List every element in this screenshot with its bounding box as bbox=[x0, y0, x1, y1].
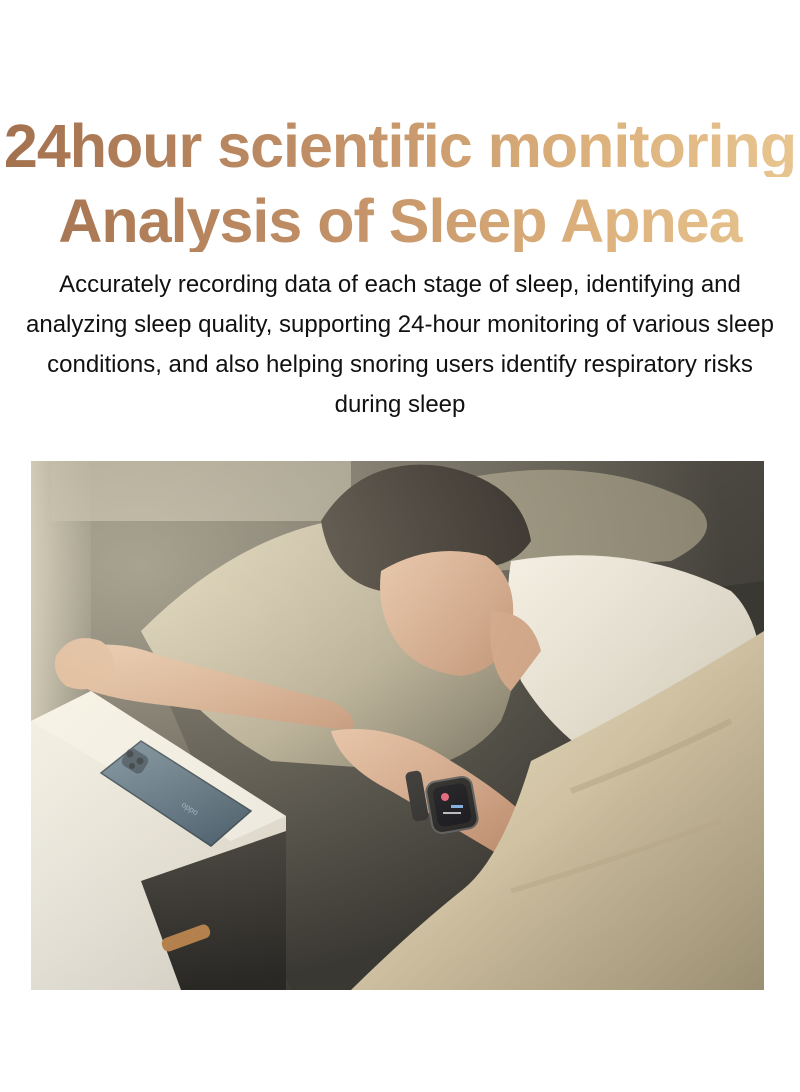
photo-illustration bbox=[31, 461, 764, 990]
light-glow bbox=[31, 461, 764, 990]
headline-line-2: Analysis of Sleep Apnea bbox=[0, 191, 800, 252]
hero-section bbox=[0, 0, 800, 440]
headline-line-1: 24hour scientific monitoring bbox=[0, 116, 800, 177]
sleeping-man-photo bbox=[31, 461, 764, 990]
description-text: Accurately recording data of each stage of sleep, identifying and analyzing sleep quality, supporting 24-hour monitoring of various sleep conditions, and also helping snoring users identify respiratory risks during sleep bbox=[26, 271, 774, 418]
